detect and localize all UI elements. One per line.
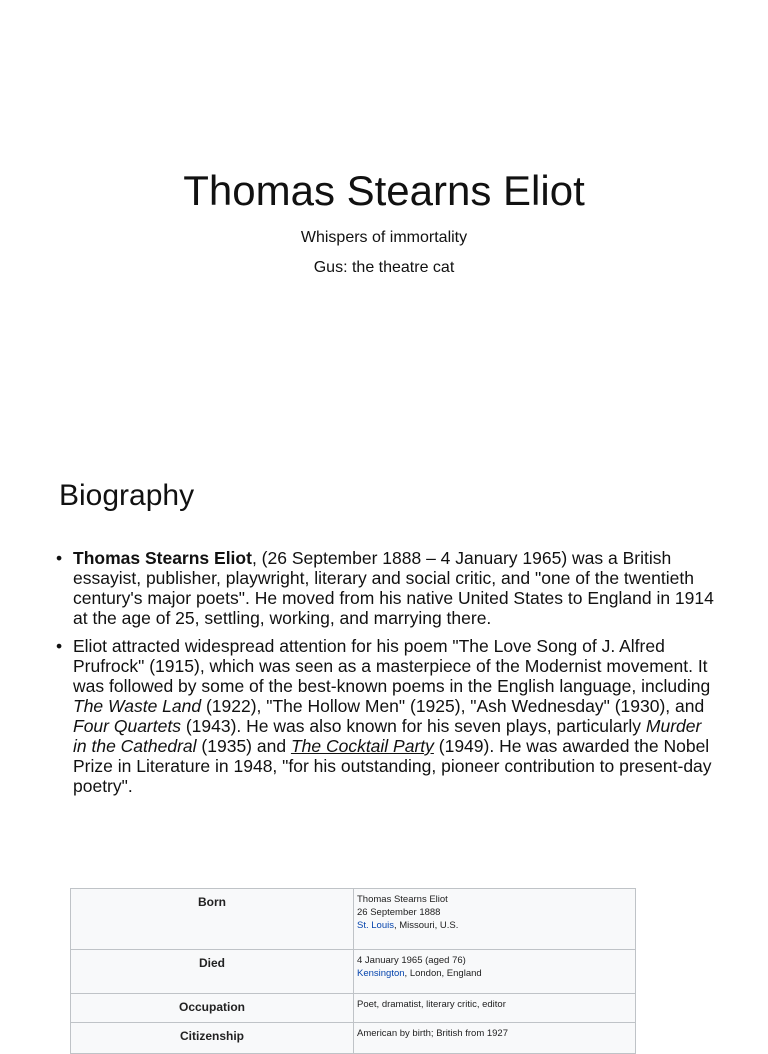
infobox-row-died [71,950,636,994]
bullet-2-text-part: (1935) and [196,736,291,756]
bullet-2-text-part: (1922), "The Hollow Men" (1925), "Ash Wednesday" (1930), and [201,696,705,716]
infobox-label-died: Died [71,950,354,994]
kensington-link[interactable]: Kensington [357,968,405,979]
infobox-label-occupation: Occupation [71,994,354,1023]
born-date: 26 September 1888 [357,907,441,918]
born-name: Thomas Stearns Eliot [357,894,448,905]
bullet-1-text: , (26 September 1888 – 4 January 1965) was a British essayist, publisher, playwright, literary and social critic, and "one of the twentieth century's major poets". He moved from his native United States to England in 1914 at the age of 25, settling, working, and marrying there. [73,548,714,628]
bullet-2-text-part: (1943). He was also known for his seven plays, particularly [180,716,646,736]
biography-bullet-1 [56,548,716,628]
died-place-rest: , London, England [404,968,482,979]
subtitle-line-1: Whispers of immortality [300,229,468,246]
work-title-murder-in-the-cathedral: Murder in the Cathedral [73,716,702,756]
infobox-row-citizenship [71,1023,636,1054]
infobox-value-citizenship: American by birth; British from 1927 [354,1023,636,1054]
biography-bullet-list [56,548,716,804]
died-date: 4 January 1965 (aged 76) [357,955,466,966]
died-place [357,967,632,980]
born-place [357,919,632,932]
bullet-dot: • [56,548,63,568]
infobox-row-occupation [71,994,636,1023]
infobox-value-born [354,889,636,950]
slide-title: Thomas Stearns Eliot [183,167,585,214]
work-title-waste-land: The Waste Land [73,696,202,716]
bullet-2-text-part: (1949). He was awarded the Nobel Prize in Literature in 1948, "for his outstanding, pioneer contribution to present-day poetry". [73,736,712,796]
st-louis-link[interactable]: St. Louis [357,920,394,931]
infobox-label-citizenship: Citizenship [71,1023,354,1054]
work-title-four-quartets: Four Quartets [73,716,181,736]
biography-bullet-2 [56,636,716,796]
biography-heading: Biography [59,479,195,512]
bullet-dot: • [56,636,63,656]
subject-name: Thomas Stearns Eliot [73,548,252,568]
infobox-table [70,888,636,1054]
infobox-value-died [354,950,636,994]
infobox-value-occupation: Poet, dramatist, literary critic, editor [354,994,636,1023]
work-title-cocktail-party-link[interactable]: The Cocktail Party [290,736,434,756]
bullet-2-text-part: Eliot attracted widespread attention for his poem "The Love Song of J. Alfred Prufrock" (1915), which was seen as a masterpiece of the Modernist movement. It was followed by some of the best-known poems in the English language, including [73,636,711,696]
infobox-row-born [71,889,636,950]
infobox-label-born: Born [71,889,354,950]
subtitle-line-2: Gus: the theatre cat [313,259,455,276]
born-place-rest: , Missouri, U.S. [393,920,459,931]
